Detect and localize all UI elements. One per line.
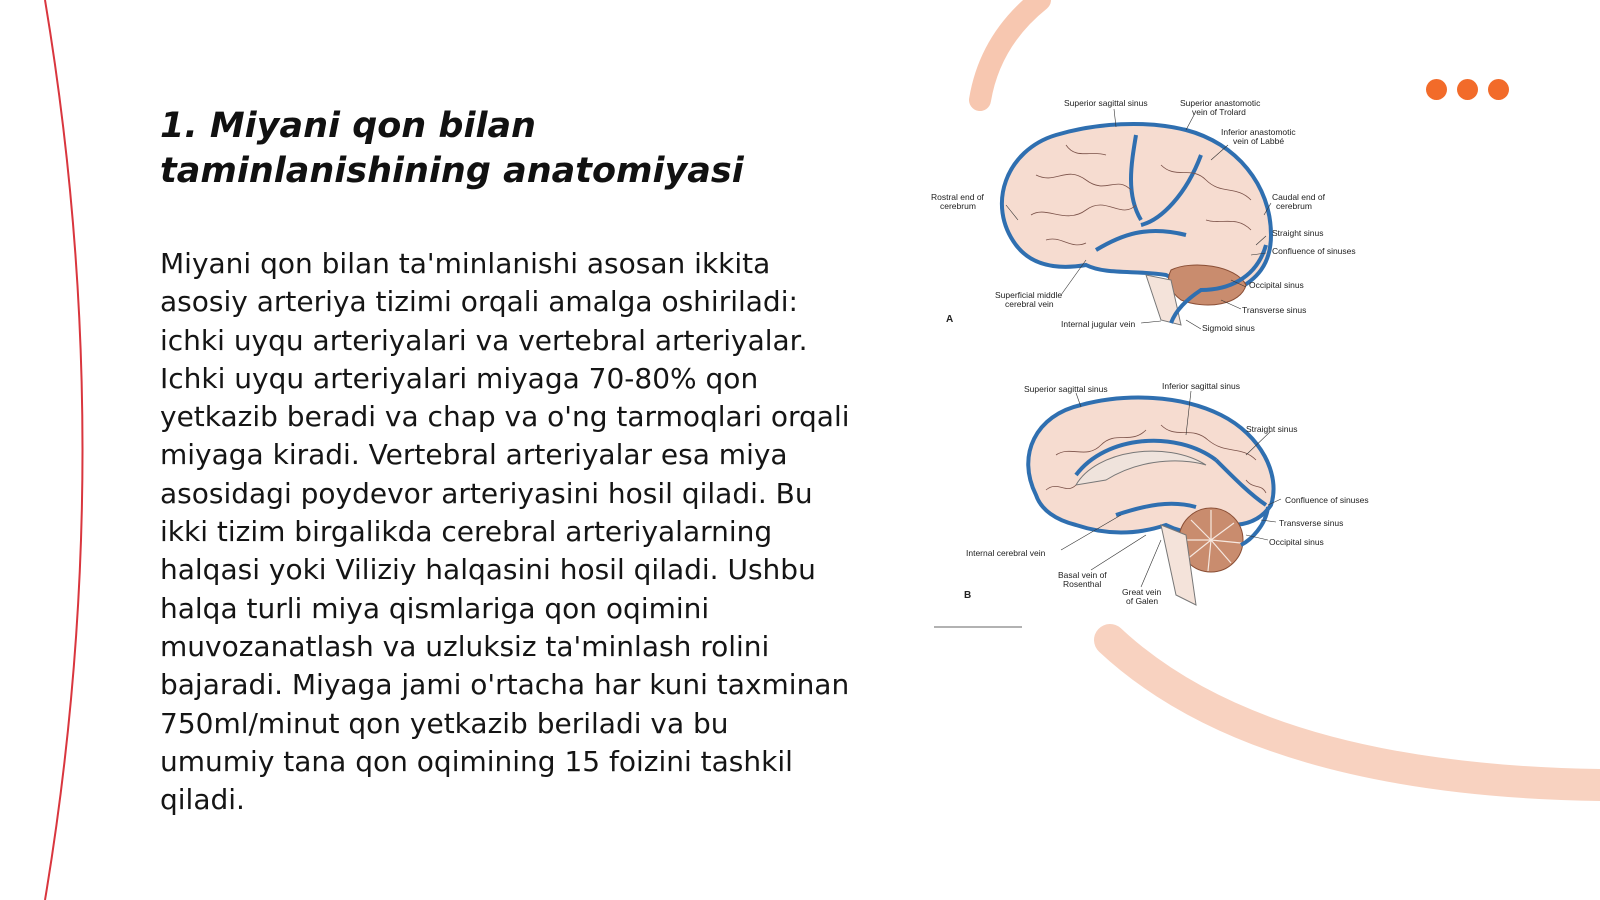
- label-b-internal-cerebral: Internal cerebral vein: [966, 548, 1046, 558]
- label-a-rostral-2: cerebrum: [940, 201, 976, 211]
- label-a-transverse: Transverse sinus: [1242, 305, 1307, 315]
- label-a-trolard-1: Superior anastomotic: [1180, 98, 1261, 108]
- label-a-middle-1: Superficial middle: [995, 290, 1063, 300]
- label-b-straight-sinus: Straight sinus: [1246, 424, 1298, 434]
- label-b-basal-2: Rosenthal: [1063, 579, 1102, 589]
- orange-dot-2: [1457, 79, 1478, 100]
- label-a-superior-sagittal: Superior sagittal sinus: [1064, 98, 1148, 108]
- brain-b-cerebrum: [1028, 398, 1273, 533]
- brain-veins-illustration: [931, 95, 1416, 635]
- panel-a-lateral-brain: [931, 98, 1356, 333]
- panel-b-medial-brain: [934, 381, 1369, 627]
- label-b-inferior-sagittal: Inferior sagittal sinus: [1162, 381, 1240, 391]
- label-a-rostral-1: Rostral end of: [931, 192, 984, 202]
- left-red-curve: [45, 0, 83, 900]
- label-b-galen-1: Great vein: [1122, 587, 1162, 597]
- decorative-dots: [1426, 79, 1509, 100]
- label-a-middle-2: cerebral vein: [1005, 299, 1054, 309]
- orange-dot-1: [1426, 79, 1447, 100]
- orange-dot-3: [1488, 79, 1509, 100]
- label-a-occipital: Occipital sinus: [1249, 280, 1304, 290]
- label-a-caudal-2: cerebrum: [1276, 201, 1312, 211]
- label-panel-a: A: [946, 314, 954, 325]
- label-panel-b: B: [964, 590, 972, 601]
- label-a-trolard-2: vein of Trolard: [1192, 107, 1246, 117]
- slide-title: 1. Miyani qon bilan taminlanishining anatomiyasi: [160, 106, 744, 191]
- label-b-transverse: Transverse sinus: [1279, 518, 1344, 528]
- label-b-confluence: Confluence of sinuses: [1285, 495, 1369, 505]
- label-b-basal-1: Basal vein of: [1058, 570, 1107, 580]
- slide-body-text: Miyani qon bilan ta'minlanishi asosan ikkita asosiy arteriya tizimi orqali amalga oshiriladi: ichki uyqu arteriyalari va vertebral arteriyalar. Ichki uyqu arteriyalari miyaga 70-80% qon yetkazib beradi va chap va o'ng tarmoqlari orqali miyaga kiradi. Vertebral arteriyalar esa miya asosidagi poydevor arteriyasini hosil qiladi. Bu ikki tizim birgalikda cerebral arteriyalarning halqasi yoki Viliziy halqasini hosil qiladi. Ushbu halqa turli miya qismlariga qon oqimini muvozanatlash va uzluksiz ta'minlash rolini bajaradi. Miyaga jami o'rtacha har kuni taxminan 750ml/minut qon yetkazib beriladi va bu umumiy tana qon oqimining 15 foizini tashkil qiladi.: [160, 247, 850, 817]
- bottom-peach-arc: [1110, 640, 1600, 785]
- label-a-jugular: Internal jugular vein: [1061, 319, 1136, 329]
- label-b-galen-2: of Galen: [1126, 596, 1159, 606]
- brain-veins-svg: [931, 95, 1416, 635]
- label-a-labbe-1: Inferior anastomotic: [1221, 127, 1296, 137]
- label-a-straight-sinus: Straight sinus: [1272, 228, 1324, 238]
- top-peach-arc: [980, 0, 1040, 100]
- label-b-superior-sagittal: Superior sagittal sinus: [1024, 384, 1108, 394]
- label-b-occipital: Occipital sinus: [1269, 537, 1324, 547]
- label-a-sigmoid: Sigmoid sinus: [1202, 323, 1255, 333]
- label-a-caudal-1: Caudal end of: [1272, 192, 1325, 202]
- label-a-confluence: Confluence of sinuses: [1272, 246, 1356, 256]
- label-a-labbe-2: vein of Labbé: [1233, 136, 1285, 146]
